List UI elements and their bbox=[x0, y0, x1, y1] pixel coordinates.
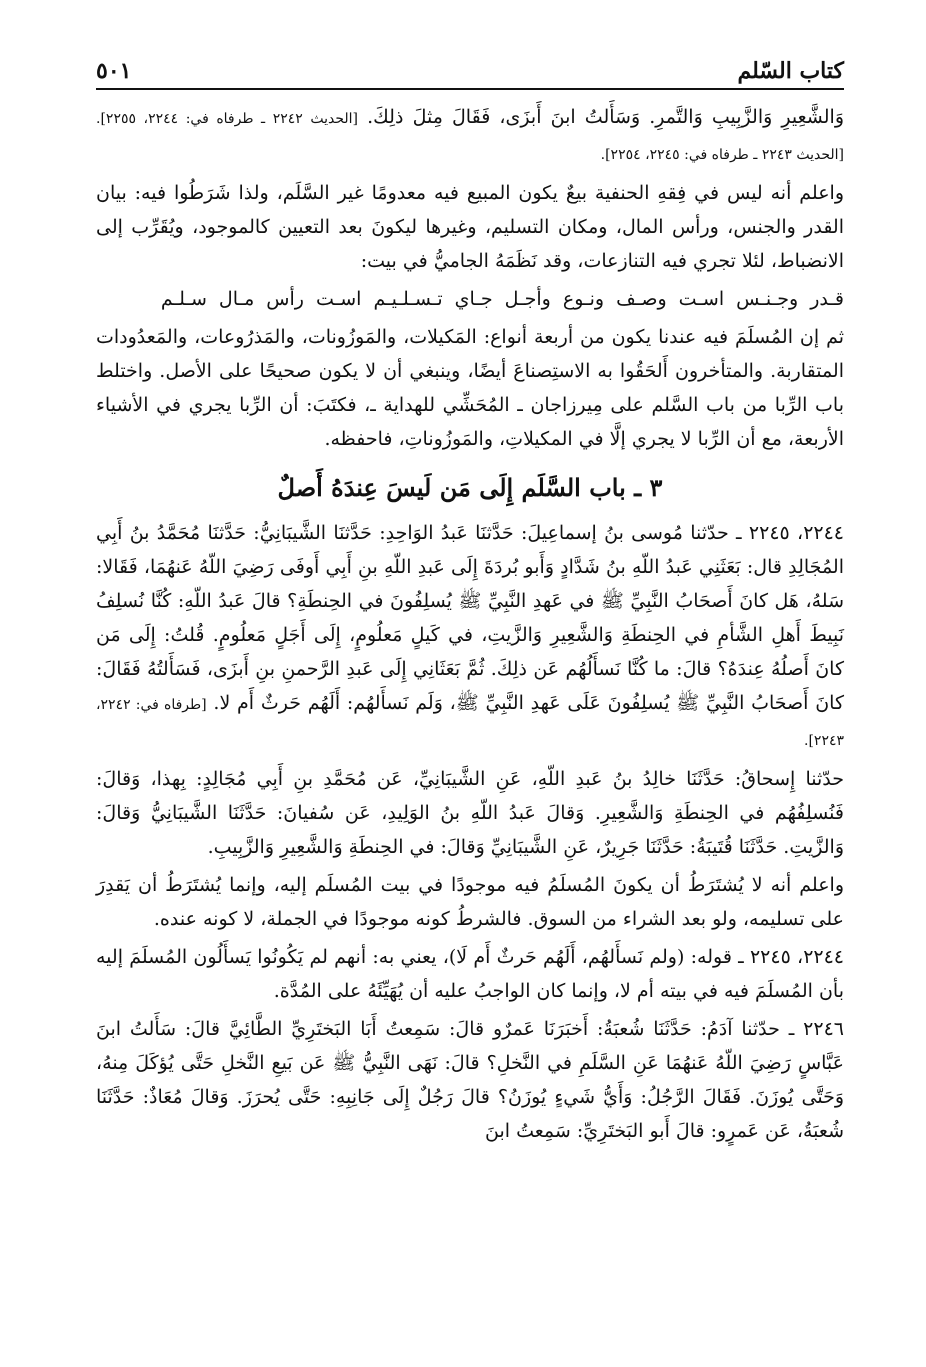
paragraph-text: وَالشَّعِيرِ وَالزَّبِيبِ وَالتَّمرِ. وَسَأَلتُ ابنَ أَبزَى، فَقَالَ مِثلَ ذلِكَ. bbox=[367, 106, 845, 128]
running-title: كتاب السّلم bbox=[737, 58, 844, 84]
commentary-1: واعلم أنه لا يُشتَرَطُ أن يكونَ المُسلَمُ فيه موجودًا في بيت المُسلَم إليه، وإنما يُشتَرَطُ أن يَقدِرَ على تسليمه، ولو بعد الشراء من السوق. فالشرطُ كونه موجودًا في الجملة، لا كونه عنده. bbox=[96, 874, 844, 930]
header-rule bbox=[96, 88, 844, 90]
hadith-2246: ٢٢٤٦ ـ حدّثنا آدَمُ: حَدَّثَنَا شُعبَةُ: أَخبَرَنَا عَمرٌو قالَ: سَمِعتُ أَبَا البَختَرِيِّ الطَّائِيَّ قالَ: سَأَلتُ ابنَ عَبَّاسٍ رَضِيَ اللّهُ عَنهُمَا عَنِ السَّلَمِ في النَّخلِ؟ قالَ: نَهَى النَّبِيُّ ﷺ عَن بَيعِ النَّخلِ حَتَّى يُؤكَلَ مِنهُ، وَحَتَّى يُوزَنَ. فَقَالَ الرَّجُلُ: وَأَيُّ شَيءٍ يُوزَنُ؟ قالَ رَجُلٌ إِلَى جَانِبِهِ: حَتَّى يُحرَزَ. وَقالَ مُعَاذٌ: حَدَّثَنَا شُعبَةُ، عَن عَمرٍو: قالَ أَبو البَختَرِيِّ: سَمِعتُ ابنَ bbox=[96, 1018, 844, 1142]
page-number: ٥٠١ bbox=[96, 58, 132, 84]
chapter-heading: ٣ ـ باب السَّلَم إِلَى مَن لَيسَ عِندَهُ أَصلٌ bbox=[277, 473, 663, 502]
paragraph-1 bbox=[96, 100, 844, 172]
page-body bbox=[96, 100, 844, 1148]
hadith-reference: [الحديث ٢٢٤٢ ـ طرفاه في: ٢٢٤٤، ٢٢٥٥]. [الحديث ٢٢٤٣ ـ طرفاه في: ٢٢٤٥، ٢٢٥٤]. bbox=[96, 111, 844, 163]
paragraph-text: ٢٢٤٤، ٢٢٤٥ ـ حدّثنا مُوسى بنُ إسماعِيلَ: حَدَّثنَا عَبدُ الوَاحِدِ: حَدَّثنَا الشَّيبَانِيُّ: حَدَّثنَا مُحَمَّدُ بنُ أَبِي المُجَالِدِ قال: بَعَثَنِي عَبدُ اللّهِ بنُ شَدَّادٍ وَأَبو بُردَةَ إِلَى عَبدِ اللّهِ بنِ أَبِي أَوفَى رَضِيَ اللّهُ عَنهُمَا، فَقَالا: سَلهُ، هَل كانَ أَصحَابُ النَّبِيِّ ﷺ في عَهدِ النَّبِيِّ ﷺ يُسلِفُونَ في الحِنطَةِ؟ قالَ عَبدُ اللّهِ: كُنَّا نُسلِفُ نَبِيطَ أَهلِ الشَّأمِ في الحِنطَةِ وَالشَّعِيرِ وَالزَّيتِ، في كَيلٍ مَعلُومٍ، إِلَى أَجَلٍ مَعلُومٍ. قُلتُ: إِلَى مَن كانَ أَصلُهُ عِندَهُ؟ قالَ: ما كُنَّا نَسأَلُهُم عَن ذلِكَ. ثُمَّ بَعَثَانِي إِلَى عَبدِ الرَّحمنِ بنِ أَبزَى، فَسَأَلتُهُ فَقَالَ: كانَ أَصحَابُ النَّبِيِّ ﷺ يُسلِفُونَ عَلَى عَهدِ النَّبِيِّ ﷺ، وَلَم نَسأَلهُم: أَلَهُم حَرثٌ أَم لا. bbox=[96, 522, 845, 714]
commentary-2: ٢٢٤٤، ٢٢٤٥ ـ قوله: (ولم نَسأَلهُم، أَلَهُم حَرثٌ أَم لَا)، يعني به: أنهم لم يَكُونُوا يَسأَلُون المُسلَمَ إليه بأن المُسلَمَ فيه في بيته أم لا، وإنما كان الواجبُ عليه أن يُهَيِّئَهُ على المُدَّة. bbox=[96, 946, 845, 1002]
hadith-2244 bbox=[96, 516, 844, 758]
verse-line: قـدر وجـنـس اسـت وصـف ونـوع وأجـل جـاي تـسـلـيـم اسـت رأس مـال سـلـم bbox=[160, 288, 844, 310]
paragraph-2: واعلم أنه ليس في فِقهِ الحنفية بيعٌ يكون المبيع فيه معدومًا غير السَّلَم، ولذا شَرَطُوا فيه: بيان القدر والجنس، ورأس المال، ومكان التسليم، وغيرها ليكونَ بعد التعيين كالموجود، ويُقَرِّب إلى الانضباط، لئلا تجري فيه التنازعات، وقد نَظَمَهُ الجاميُّ في بيت: bbox=[96, 182, 844, 272]
hadith-reference: [طرفاه في: ٢٢٤٢، ٢٢٤٣]. bbox=[96, 697, 844, 749]
paragraph-4: ثم إن المُسلَمَ فيه عندنا يكون من أربعة أنواع: المَكيلات، والمَوزُونات، والمَذرُوعات، والمَعدُودات المتقاربة. والمتأخرون أَلحَقُوا به الاستِصناعَ أيضًا، وينبغي أن لا يكون صحيحًا على الأصل. واختلط باب الرِّبا من باب السَّلم على مِيرزاجان ـ المُحَشِّي للهداية ـ، فكتَبَ: أن الرِّبا يجري في الأشياء الأربعة، مع أن الرِّبا لا يجري إلَّا في المكيلاتِ، والمَوزُوناتِ، فاحفظه. bbox=[96, 326, 844, 450]
hadith-chain: حدّثنا إِسحاقُ: حَدَّثَنَا خالِدُ بنُ عَبدِ اللّهِ، عَنِ الشَّيبَانِيِّ، عَن مُحَمَّدِ بنِ أَبِي مُجَالِدٍ: بِهذا، وَقالَ: فَنُسلِفُهُم في الحِنطَةِ وَالشَّعِيرِ. وَقالَ عَبدُ اللّهِ بنُ الوَلِيدِ، عَن سُفيانَ: حَدَّثَنَا الشَّيبَانِيُّ وَقالَ: وَالزَّيتِ. حَدَّثَنَا قُتَيبَةُ: حَدَّثَنَا جَرِيرٌ، عَنِ الشَّيبَانِيِّ وَقالَ: في الحِنطَةِ وَالشَّعِيرِ وَالزَّبِيبِ. bbox=[96, 768, 844, 858]
page-header bbox=[96, 48, 844, 84]
